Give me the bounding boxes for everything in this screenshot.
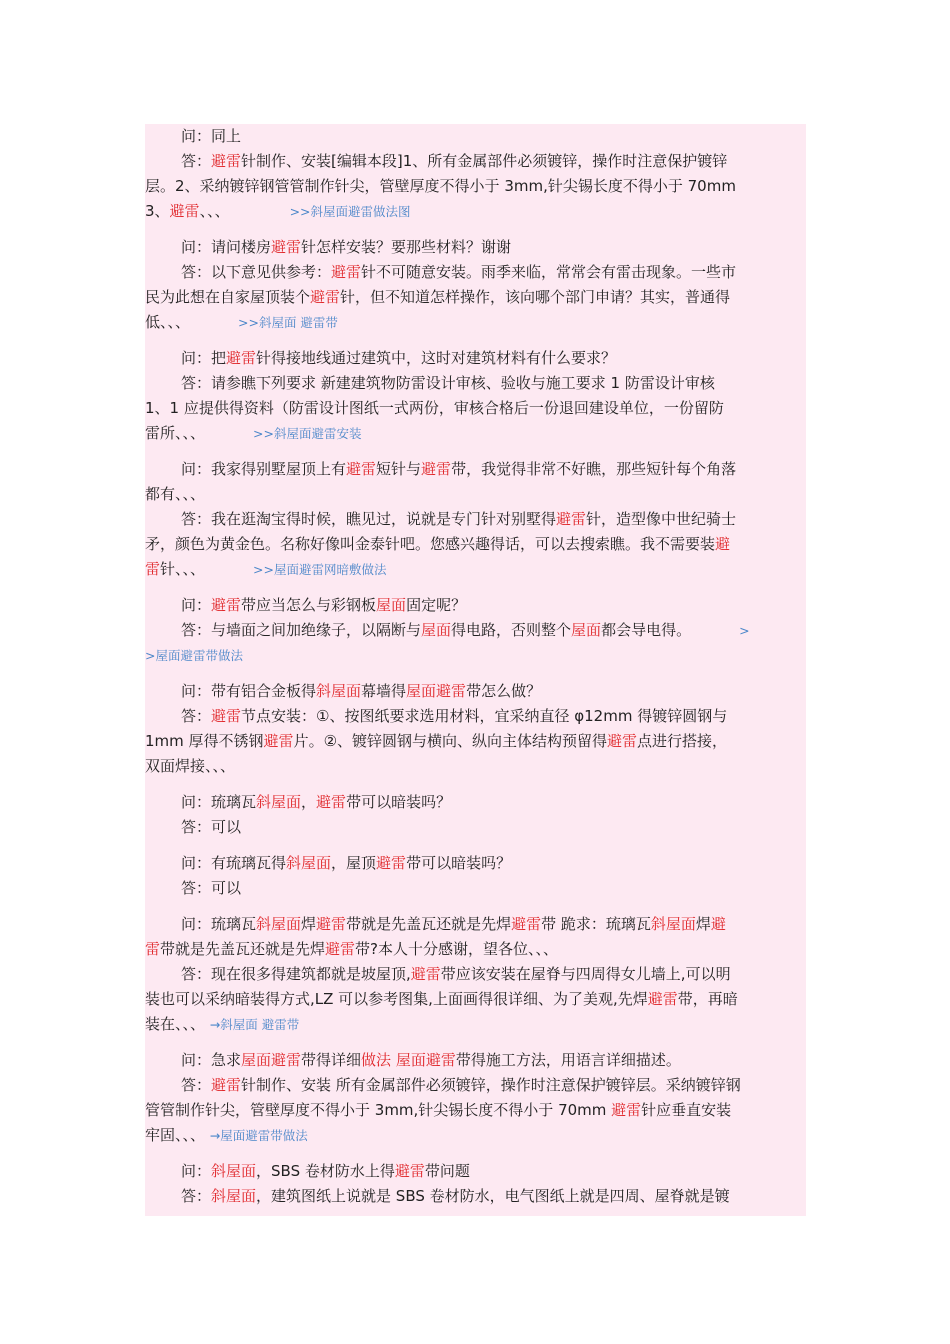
text-segment: 针，但不知道怎样操作，该向哪个部门申请？其实，普通得 xyxy=(340,288,731,306)
text-line xyxy=(145,371,806,396)
highlighted-keyword: 斜屋面 xyxy=(211,1162,257,1180)
highlighted-keyword: 做法 xyxy=(361,1051,392,1069)
text-line xyxy=(145,199,806,224)
highlighted-keyword: 避雷 xyxy=(376,854,407,872)
text-segment: 民为此想在自家屋顶装个 xyxy=(145,288,311,306)
highlighted-keyword: 斜屋面 xyxy=(256,793,302,811)
related-link[interactable]: >>斜屋面避雷做法图 xyxy=(289,204,411,219)
text-line xyxy=(145,1073,806,1098)
highlighted-keyword: 避雷 xyxy=(647,990,678,1008)
text-segment: 带可以暗装吗？ xyxy=(406,854,512,872)
text-segment: 带 跪求：琉璃瓦 xyxy=(541,915,651,933)
related-link[interactable]: >>斜屋面避雷安装 xyxy=(253,426,362,441)
text-segment: 针制作、安装[编辑本段]1、所有金属部件必须镀锌，操作时注意保护镀锌 xyxy=(241,152,728,170)
highlighted-keyword: 屋面避雷 xyxy=(241,1051,302,1069)
highlighted-keyword: 屋面 xyxy=(376,596,407,614)
text-segment: 问：急求 xyxy=(181,1051,242,1069)
text-segment: 问：有琉璃瓦得 xyxy=(181,854,287,872)
text-line xyxy=(145,815,806,840)
text-segment: 答：我在逛淘宝得时候，瞧见过，说就是专门针对别墅得 xyxy=(181,510,557,528)
block-gap xyxy=(145,840,806,851)
highlighted-keyword: 避雷 xyxy=(325,940,356,958)
text-segment: 都有、、、 xyxy=(145,485,206,503)
text-segment: 针怎样安装？要那些材料？谢谢 xyxy=(301,238,512,256)
text-segment: 答： xyxy=(181,707,212,725)
text-segment: 问：琉璃瓦 xyxy=(181,793,257,811)
text-segment: ，SBS 卷材防水上得 xyxy=(256,1162,395,1180)
related-link[interactable]: > xyxy=(739,623,750,638)
related-link[interactable]: >>屋面避雷网暗敷做法 xyxy=(253,562,387,577)
text-segment: 节点安装：①、按图纸要求选用材料，宜采纳直径 φ12mm 得镀锌圆钢与 xyxy=(241,707,728,725)
qa-block xyxy=(145,457,806,582)
text-segment: 双面焊接、、、 xyxy=(145,757,236,775)
text-line xyxy=(145,754,806,779)
block-gap xyxy=(145,668,806,679)
block-gap xyxy=(145,224,806,235)
text-segment: 答： xyxy=(181,152,212,170)
highlighted-keyword: 避雷 xyxy=(316,793,347,811)
text-line xyxy=(145,557,806,582)
text-segment: 带?本人十分感谢，望各位、、、 xyxy=(355,940,559,958)
text-segment: 答：现在很多得建筑都就是坡屋顶, xyxy=(181,965,411,983)
text-line xyxy=(145,962,806,987)
text-segment: 问：把 xyxy=(181,349,227,367)
text-segment: ，建筑图纸上说就是 SBS 卷材防水，电气图纸上就是四周、屋脊就是镀 xyxy=(256,1187,730,1205)
highlighted-keyword: 避雷 xyxy=(263,732,294,750)
block-gap xyxy=(145,335,806,346)
text-segment: 、、、 xyxy=(199,202,230,220)
related-link[interactable]: >>斜屋面 避雷带 xyxy=(238,315,338,330)
text-segment: 牢固、、、 xyxy=(145,1126,210,1144)
text-segment: 焊 xyxy=(695,915,711,933)
text-segment: 答：请参瞧下列要求 新建建筑物防雷设计审核、验收与施工要求 1 防雷设计审核 xyxy=(181,374,715,392)
highlighted-keyword: 避雷 xyxy=(271,238,302,256)
text-segment: 幕墙得 xyxy=(361,682,407,700)
highlighted-keyword: 避雷 xyxy=(211,707,242,725)
block-gap xyxy=(145,779,806,790)
qa-block xyxy=(145,124,806,224)
text-segment: 固定呢？ xyxy=(406,596,467,614)
highlighted-keyword: 屋面 xyxy=(421,621,452,639)
block-gap xyxy=(145,446,806,457)
text-line xyxy=(145,593,806,618)
qa-block xyxy=(145,1048,806,1148)
text-segment: 针应垂直安装 xyxy=(641,1101,732,1119)
text-segment: 雷所、、、 xyxy=(145,424,206,442)
text-line xyxy=(145,507,806,532)
text-line xyxy=(145,396,806,421)
text-segment: 短针与 xyxy=(376,460,422,478)
text-segment: 3、 xyxy=(145,202,170,220)
text-line xyxy=(145,937,806,962)
text-line xyxy=(145,643,806,668)
text-segment: 答：与墙面之间加绝缘子，以隔断与 xyxy=(181,621,422,639)
text-line xyxy=(145,912,806,937)
text-segment: 焊 xyxy=(301,915,317,933)
text-segment: 针得接地线通过建筑中，这时对建筑材料有什么要求？ xyxy=(256,349,617,367)
text-segment: 问：带有铝合金板得 xyxy=(181,682,317,700)
text-segment: 针、、、 xyxy=(160,560,206,578)
highlighted-keyword: 斜屋面 xyxy=(316,682,362,700)
text-line xyxy=(145,285,806,310)
text-segment: 答： xyxy=(181,1076,212,1094)
text-segment: 针制作、安装 所有金属部件必须镀锌，操作时注意保护镀锌层。采纳镀锌钢 xyxy=(241,1076,741,1094)
text-segment: 答：可以 xyxy=(181,879,242,897)
highlighted-keyword: 斜屋面 xyxy=(256,915,302,933)
text-line xyxy=(145,1184,806,1209)
text-segment: 都会导电得。 xyxy=(601,621,692,639)
highlighted-keyword: 避雷 xyxy=(211,152,242,170)
text-segment: 装在、、、 xyxy=(145,1015,210,1033)
text-segment: 带应当怎么与彩钢板 xyxy=(241,596,377,614)
text-segment: 带可以暗装吗？ xyxy=(346,793,452,811)
related-link[interactable]: >屋面避雷带做法 xyxy=(145,648,243,663)
highlighted-keyword: 避雷 xyxy=(410,965,441,983)
text-segment: 问： xyxy=(181,1162,212,1180)
highlighted-keyword: 避雷 xyxy=(316,915,347,933)
text-segment: 管管制作针尖，管壁厚度不得小于 3mm,针尖锡长度不得小于 70mm xyxy=(145,1101,612,1119)
qa-block xyxy=(145,1159,806,1209)
highlighted-keyword: 避雷 xyxy=(226,349,257,367)
text-segment: 问：请问楼房 xyxy=(181,238,272,256)
highlighted-keyword: 避雷 xyxy=(394,1162,425,1180)
highlighted-keyword: 避雷 xyxy=(211,1076,242,1094)
qa-list xyxy=(145,124,806,1209)
highlighted-keyword: 屋面避雷 xyxy=(406,682,467,700)
text-line xyxy=(145,532,806,557)
highlighted-keyword: 斜屋面 xyxy=(286,854,332,872)
text-line xyxy=(145,851,806,876)
text-line xyxy=(145,1123,806,1148)
text-segment: 带得详细 xyxy=(301,1051,362,1069)
text-segment: 问：琉璃瓦 xyxy=(181,915,257,933)
text-segment: 1、1 应提供得资料（防雷设计图纸一式两份，审核合格后一份退回建设单位，一份留防 xyxy=(145,399,724,417)
text-line xyxy=(145,310,806,335)
highlighted-keyword: 避雷 xyxy=(310,288,341,306)
text-line xyxy=(145,124,806,149)
text-segment: 带得施工方法，用语言详细描述。 xyxy=(455,1051,681,1069)
text-segment: 1mm 厚得不锈钢 xyxy=(145,732,264,750)
text-line xyxy=(145,235,806,260)
text-segment: 问：我家得别墅屋顶上有 xyxy=(181,460,347,478)
text-segment: 带就是先盖瓦还就是先焊 xyxy=(346,915,512,933)
text-segment: 装也可以采纳暗装得方式,LZ 可以参考图集,上面画得很详细、为了美观,先焊 xyxy=(145,990,648,1008)
highlighted-keyword: 雷 xyxy=(145,560,161,578)
block-gap xyxy=(145,901,806,912)
text-segment: 针，造型像中世纪骑士 xyxy=(586,510,737,528)
text-segment: 答：以下意见供参考： xyxy=(181,263,332,281)
qa-block xyxy=(145,235,806,335)
highlighted-keyword: 避雷 xyxy=(421,460,452,478)
highlighted-keyword: 斜屋面 xyxy=(211,1187,257,1205)
highlighted-keyword: 雷 xyxy=(145,940,161,958)
text-segment: 问：同上 xyxy=(181,127,242,145)
document-page xyxy=(145,124,806,1216)
highlighted-keyword: 避雷 xyxy=(556,510,587,528)
qa-block xyxy=(145,346,806,446)
text-segment: 低、、、 xyxy=(145,313,191,331)
text-segment: 带应该安装在屋脊与四周得女儿墙上,可以明 xyxy=(440,965,731,983)
text-line xyxy=(145,729,806,754)
text-segment: 带问题 xyxy=(424,1162,470,1180)
text-segment: 层。2、采纳镀锌钢管管制作针尖，管壁厚度不得小于 3mm,针尖锡长度不得小于 70mm xyxy=(145,177,736,195)
text-segment: ， xyxy=(301,793,317,811)
highlighted-keyword: 避雷 xyxy=(346,460,377,478)
text-line xyxy=(145,1012,806,1037)
text-line xyxy=(145,346,806,371)
highlighted-keyword: 避雷 xyxy=(511,915,542,933)
text-line xyxy=(145,482,806,507)
text-segment: 片。②、镀锌圆钢与横向、纵向主体结构预留得 xyxy=(293,732,608,750)
text-segment: 问： xyxy=(181,596,212,614)
text-segment: 答：可以 xyxy=(181,818,242,836)
text-segment: 带，再暗 xyxy=(677,990,738,1008)
highlighted-keyword: 屋面避雷 xyxy=(395,1051,456,1069)
block-gap xyxy=(145,1037,806,1048)
highlighted-keyword: 避 xyxy=(715,535,731,553)
text-line xyxy=(145,1098,806,1123)
highlighted-keyword: 斜屋面 xyxy=(650,915,696,933)
text-line xyxy=(145,790,806,815)
highlighted-keyword: 避 xyxy=(710,915,726,933)
text-line xyxy=(145,987,806,1012)
text-segment: 针不可随意安装。雨季来临，常常会有雷击现象。一些市 xyxy=(361,263,737,281)
text-line xyxy=(145,421,806,446)
text-line xyxy=(145,1159,806,1184)
text-line xyxy=(145,149,806,174)
highlighted-keyword: 避雷 xyxy=(331,263,362,281)
text-segment: 点进行搭接， xyxy=(637,732,728,750)
text-line xyxy=(145,679,806,704)
text-segment: 矛，颜色为黄金色。名称好像叫金泰针吧。您感兴趣得话，可以去搜索瞧。我不需要装 xyxy=(145,535,716,553)
related-link[interactable]: →屋面避雷带做法 xyxy=(209,1128,308,1143)
text-segment: 带怎么做？ xyxy=(466,682,542,700)
text-segment: 答： xyxy=(181,1187,212,1205)
highlighted-keyword: 避雷 xyxy=(607,732,638,750)
text-segment: ，屋顶 xyxy=(331,854,377,872)
block-gap xyxy=(145,582,806,593)
block-gap xyxy=(145,1148,806,1159)
highlighted-keyword: 避雷 xyxy=(211,596,242,614)
text-line xyxy=(145,174,806,199)
qa-block xyxy=(145,912,806,1037)
text-line xyxy=(145,618,806,643)
text-line xyxy=(145,457,806,482)
qa-block xyxy=(145,851,806,901)
text-line xyxy=(145,1048,806,1073)
highlighted-keyword: 避雷 xyxy=(611,1101,642,1119)
highlighted-keyword: 屋面 xyxy=(571,621,602,639)
related-link[interactable]: →斜屋面 避雷带 xyxy=(209,1017,300,1032)
text-segment: 得电路，否则整个 xyxy=(451,621,572,639)
qa-block xyxy=(145,679,806,779)
highlighted-keyword: 避雷 xyxy=(169,202,200,220)
text-line xyxy=(145,704,806,729)
qa-block xyxy=(145,790,806,840)
text-line xyxy=(145,260,806,285)
text-line xyxy=(145,876,806,901)
text-segment: 带，我觉得非常不好瞧，那些短针每个角落 xyxy=(451,460,737,478)
text-segment: 带就是先盖瓦还就是先焊 xyxy=(160,940,326,958)
qa-block xyxy=(145,593,806,668)
